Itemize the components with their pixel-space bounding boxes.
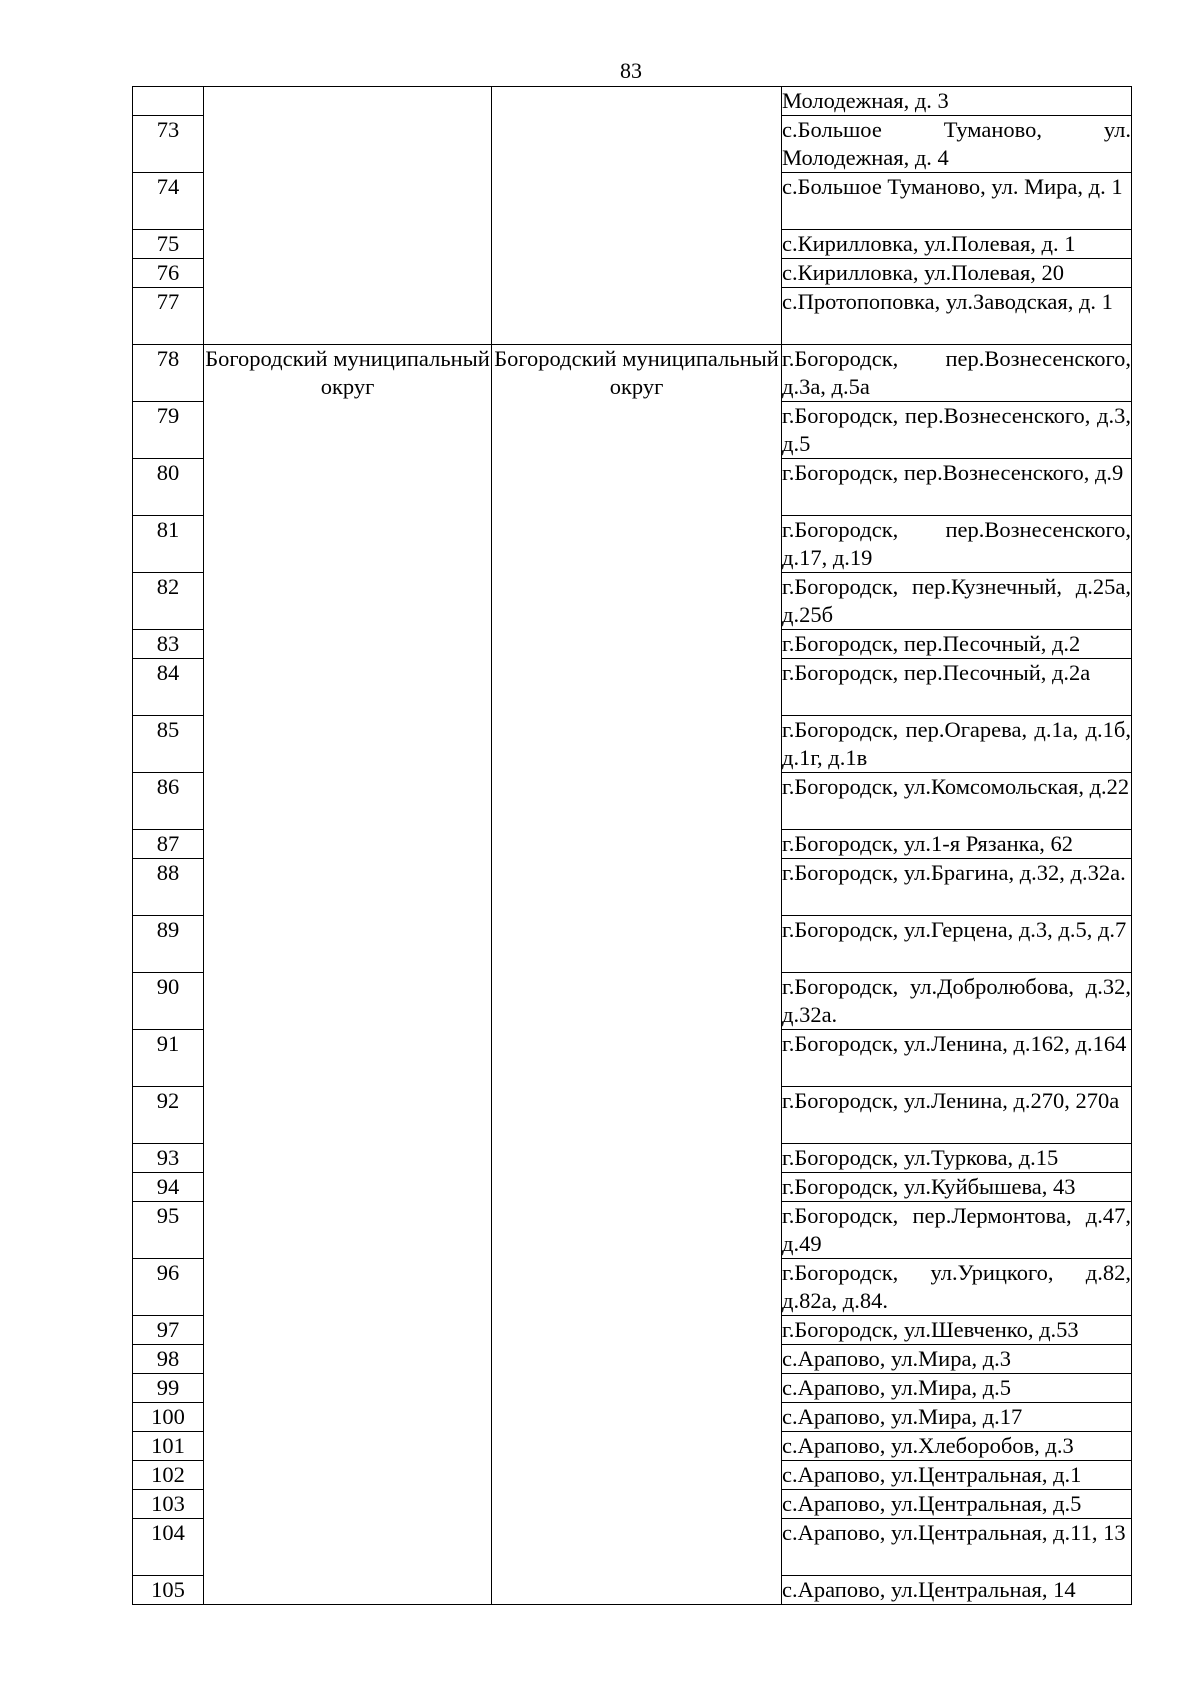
- row-number: 97: [133, 1316, 204, 1345]
- address-cell: г.Богородск, ул.Ленина, д.162, д.164: [782, 1030, 1132, 1087]
- address-cell: г.Богородск, пер.Вознесенского, д.3а, д.5а: [782, 345, 1132, 402]
- address-cell: с.Арапово, ул.Центральная, д.1: [782, 1461, 1132, 1490]
- row-number: 95: [133, 1202, 204, 1259]
- row-number: 82: [133, 573, 204, 630]
- table-row: [133, 87, 1132, 116]
- row-number: 74: [133, 173, 204, 230]
- row-number: 98: [133, 1345, 204, 1374]
- row-number: 102: [133, 1461, 204, 1490]
- address-cell: с.Большое Туманово, ул. Молодежная, д. 4: [782, 116, 1132, 173]
- row-number: 93: [133, 1144, 204, 1173]
- address-cell: г.Богородск, ул.Брагина, д.32, д.32а.: [782, 859, 1132, 916]
- page-number: 83: [620, 58, 642, 83]
- address-cell: с.Арапово, ул.Мира, д.3: [782, 1345, 1132, 1374]
- row-number: 101: [133, 1432, 204, 1461]
- row-number: 86: [133, 773, 204, 830]
- row-number: 78: [133, 345, 204, 402]
- row-number: 88: [133, 859, 204, 916]
- row-number: 75: [133, 230, 204, 259]
- address-cell: с.Арапово, ул.Центральная, д.11, 13: [782, 1519, 1132, 1576]
- address-cell: г.Богородск, ул.Шевченко, д.53: [782, 1316, 1132, 1345]
- row-number: 85: [133, 716, 204, 773]
- municipality-cell: [204, 87, 492, 345]
- address-cell: г.Богородск, пер.Огарева, д.1а, д.1б, д.1г, д.1в: [782, 716, 1132, 773]
- municipality-label: Богородский муниципальный округ: [205, 346, 490, 399]
- row-number: 73: [133, 116, 204, 173]
- table-row: [133, 345, 1132, 402]
- row-number: 92: [133, 1087, 204, 1144]
- row-number: 76: [133, 259, 204, 288]
- address-cell: Молодежная, д. 3: [782, 87, 1132, 116]
- row-number: 83: [133, 630, 204, 659]
- address-cell: г.Богородск, ул.Ленина, д.270, 270а: [782, 1087, 1132, 1144]
- row-number: 80: [133, 459, 204, 516]
- address-cell: г.Богородск, пер.Вознесенского, д.9: [782, 459, 1132, 516]
- row-number: 91: [133, 1030, 204, 1087]
- address-cell: с.Кирилловка, ул.Полевая, 20: [782, 259, 1132, 288]
- address-cell: г.Богородск, ул.Добролюбова, д.32, д.32а.: [782, 973, 1132, 1030]
- row-number: 96: [133, 1259, 204, 1316]
- address-table: [132, 86, 1132, 1605]
- address-cell: г.Богородск, ул.Урицкого, д.82, д.82а, д.84.: [782, 1259, 1132, 1316]
- address-cell: г.Богородск, пер.Кузнечный, д.25а, д.25б: [782, 573, 1132, 630]
- address-cell: г.Богородск, ул.Комсомольская, д.22: [782, 773, 1132, 830]
- row-number: 100: [133, 1403, 204, 1432]
- row-number: 103: [133, 1490, 204, 1519]
- district-cell: [492, 87, 782, 345]
- address-table-body: [133, 87, 1132, 1605]
- address-cell: г.Богородск, ул.Туркова, д.15: [782, 1144, 1132, 1173]
- row-number: 79: [133, 402, 204, 459]
- row-number: 77: [133, 288, 204, 345]
- address-cell: г.Богородск, пер.Вознесенского, д.3, д.5: [782, 402, 1132, 459]
- address-cell: г.Богородск, ул.Куйбышева, 43: [782, 1173, 1132, 1202]
- address-cell: г.Богородск, ул.Герцена, д.3, д.5, д.7: [782, 916, 1132, 973]
- address-cell: г.Богородск, пер.Вознесенского, д.17, д.19: [782, 516, 1132, 573]
- address-cell: г.Богородск, пер.Песочный, д.2а: [782, 659, 1132, 716]
- row-number: 105: [133, 1576, 204, 1605]
- address-cell: с.Арапово, ул.Хлеборобов, д.3: [782, 1432, 1132, 1461]
- district-cell: [492, 345, 782, 1605]
- row-number: 89: [133, 916, 204, 973]
- municipality-label: Богородский муниципальный округ: [494, 346, 779, 399]
- address-cell: с.Протопоповка, ул.Заводская, д. 1: [782, 288, 1132, 345]
- address-cell: с.Кирилловка, ул.Полевая, д. 1: [782, 230, 1132, 259]
- row-number: [133, 87, 204, 116]
- row-number: 104: [133, 1519, 204, 1576]
- row-number: 81: [133, 516, 204, 573]
- address-cell: с.Арапово, ул.Мира, д.17: [782, 1403, 1132, 1432]
- row-number: 87: [133, 830, 204, 859]
- row-number: 90: [133, 973, 204, 1030]
- address-cell: г.Богородск, пер.Песочный, д.2: [782, 630, 1132, 659]
- address-cell: с.Арапово, ул.Мира, д.5: [782, 1374, 1132, 1403]
- address-cell: с.Арапово, ул.Центральная, 14: [782, 1576, 1132, 1605]
- row-number: 99: [133, 1374, 204, 1403]
- address-cell: г.Богородск, пер.Лермонтова, д.47, д.49: [782, 1202, 1132, 1259]
- address-cell: с.Арапово, ул.Центральная, д.5: [782, 1490, 1132, 1519]
- row-number: 94: [133, 1173, 204, 1202]
- row-number: 84: [133, 659, 204, 716]
- municipality-cell: [204, 345, 492, 1605]
- address-cell: г.Богородск, ул.1-я Рязанка, 62: [782, 830, 1132, 859]
- address-cell: с.Большое Туманово, ул. Мира, д. 1: [782, 173, 1132, 230]
